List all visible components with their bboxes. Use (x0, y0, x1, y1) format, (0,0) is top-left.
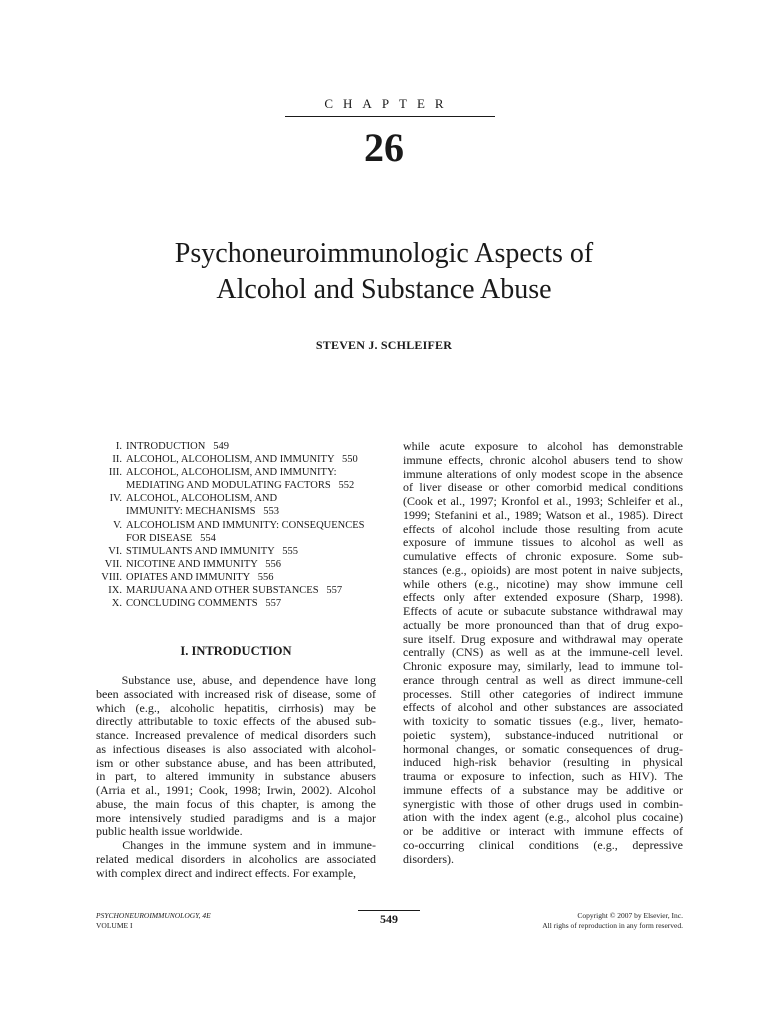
toc-number: IX. (108, 585, 122, 597)
chapter-rule (285, 116, 495, 117)
text-line: abuse, the main focus of this chapter, is among the (96, 796, 376, 811)
toc-item (84, 519, 384, 545)
text-line: processes. Still other categories of indirect immune (403, 686, 683, 701)
text-line: disorders). (403, 851, 454, 866)
toc-item (84, 492, 384, 518)
author-name: STEVEN J. SCHLEIFER (315, 338, 453, 352)
toc-text-line: INTRODUCTION 549 (126, 441, 229, 452)
text-line: ism or other substance abuse, and has been attributed, (96, 755, 376, 770)
text-line: which (e.g., alcoholic hepatitis, cirrhosis) may be (96, 700, 376, 715)
toc-text (122, 492, 384, 518)
toc-text-line: CONCLUDING COMMENTS 557 (126, 598, 282, 610)
toc-item (84, 453, 384, 466)
text-line: induced high-risk behavior (resulting in physical (403, 755, 683, 770)
rights-line: All righs of reproduction in any form reserved. (542, 920, 683, 930)
text-line: hormonal changes, or somatic consequences of drug- (403, 741, 683, 756)
text-line: more intensively studied paradigms and is a major (96, 810, 376, 825)
text-line: erance through central as well as direct immune-cell (403, 672, 683, 687)
text-line: effects of alcohol include those resulting from acute (403, 521, 683, 536)
toc-text (122, 571, 384, 584)
chapter-title (0, 236, 768, 308)
toc-text-line: IMMUNITY: MECHANISMS 553 (126, 506, 280, 518)
text-line: effects of alcohol and other substances are associated (403, 700, 683, 715)
toc-text-line: ALCOHOL, ALCOHOLISM, AND (126, 493, 278, 505)
toc-number: VII. (104, 558, 122, 570)
text-line: in part, to altered immunity in substance abusers (96, 769, 376, 784)
text-line: synergistic with those of other drugs used in combin- (403, 796, 683, 811)
text-line: exposure of immune tissues to alcohol as well as (403, 535, 683, 550)
text-line: been associated with increased risk of disease, some of (96, 686, 376, 701)
toc-text-line: ALCOHOL, ALCOHOLISM, AND IMMUNITY: (126, 467, 337, 479)
toc-number: VIII. (101, 571, 122, 583)
toc-text-line: OPIATES AND IMMUNITY 556 (126, 571, 274, 583)
toc-text (122, 597, 384, 610)
chapter-number: 26 (364, 125, 404, 170)
text-line: co-occurring clinical conditions (e.g., depressive (403, 837, 683, 852)
text-line: sure itself. Drug exposure and withdrawal may operate (403, 631, 683, 646)
text-line: stances (e.g., opioids) are most potent in naive subjects, (403, 562, 683, 577)
footer-book-info (96, 911, 211, 930)
toc-number: II. (112, 454, 122, 466)
text-line: Changes in the immune system and in immune- (96, 838, 376, 852)
text-line: (Arria et al., 1991; Cook, 1998; Irwin, 2002). Alcohol (96, 783, 376, 797)
toc-item (84, 584, 384, 597)
text-line: immune effects of a substance may be additive or (403, 782, 683, 797)
body-paragraph (96, 839, 376, 880)
footer-book-title: PSYCHONEUROIMMUNOLOGY, 4E (96, 911, 211, 920)
text-line: ation with the index agent (e.g., alcohol plus cocaine) (403, 810, 683, 825)
toc-item (84, 545, 384, 558)
toc-text-line: MEDIATING AND MODULATING FACTORS 552 (126, 480, 355, 492)
toc-number: I. (115, 441, 122, 452)
left-text-column (96, 674, 376, 880)
text-line: actually be more pronounced than that of drug expo- (403, 617, 683, 632)
text-line: (Cook et al., 1997; Kronfol et al., 1993; Schleifer et al., (403, 494, 683, 508)
page-number: 549 (380, 912, 398, 926)
text-line: stance. Increased prevalence of medical disorders such (96, 728, 376, 742)
toc-text (122, 558, 384, 571)
text-line: public health issue worldwide. (96, 824, 243, 839)
table-of-contents (84, 440, 384, 610)
toc-text-line: MARIJUANA AND OTHER SUBSTANCES 557 (126, 585, 343, 597)
text-line: immune effects, chronic alcohol abusers tend to show (403, 452, 683, 467)
toc-item (84, 571, 384, 584)
text-line: Chronic exposure may, similarly, lead to immune tol- (403, 659, 683, 673)
toc-text-line: STIMULANTS AND IMMUNITY 555 (126, 545, 298, 557)
toc-item (84, 597, 384, 610)
text-line: as infectious diseases is also associated with alcohol- (96, 741, 376, 756)
text-line: while acute exposure to alcohol has demonstrable (403, 439, 683, 453)
toc-number: X. (111, 598, 122, 610)
text-line: trauma or exposure to infection, such as HIV). The (403, 769, 683, 783)
right-text-column (403, 440, 683, 866)
text-line: with complex direct and indirect effects. For example, (96, 865, 357, 880)
footer-rule (358, 910, 420, 911)
toc-text-line: ALCOHOL, ALCOHOLISM, AND IMMUNITY 550 (126, 454, 358, 466)
toc-text-line: NICOTINE AND IMMUNITY 556 (126, 558, 282, 570)
section-heading: I. INTRODUCTION (180, 644, 292, 658)
footer-copyright (470, 911, 683, 930)
text-line: 1999; Stefanini et al., 1989; Watson et al., 1985). Direct (403, 507, 683, 522)
chapter-title-line: Psychoneuroimmunologic Aspects of (174, 238, 594, 269)
toc-text (122, 453, 384, 466)
body-paragraph (403, 440, 683, 866)
footer-volume: VOLUME I (96, 920, 133, 930)
toc-number: V. (113, 519, 122, 531)
toc-number: IV. (109, 493, 122, 505)
body-paragraph (96, 674, 376, 839)
text-line: centrally (CNS) as well as at the immune-cell level. (403, 645, 683, 660)
toc-text-line: ALCOHOLISM AND IMMUNITY: CONSEQUENCES (126, 519, 365, 531)
toc-item (84, 558, 384, 571)
text-line: poietic system), substance-induced nutritional or (403, 727, 683, 742)
text-line: or be additive or interact with immune effects of (403, 824, 683, 838)
toc-text (122, 545, 384, 558)
toc-item (84, 466, 384, 492)
toc-item (84, 440, 384, 453)
copyright-line: Copyright © 2007 by Elsevier, Inc. (577, 911, 683, 920)
text-line: related medical disorders in alcoholics are associated (96, 851, 376, 866)
toc-number: III. (108, 467, 122, 479)
text-line: cumulative effects of chronic exposure. Some sub- (403, 549, 683, 563)
text-line: Substance use, abuse, and dependence have long (96, 673, 376, 687)
chapter-title-line: Alcohol and Substance Abuse (216, 274, 552, 305)
toc-text (122, 440, 384, 453)
toc-text (122, 466, 384, 492)
toc-number: VI. (108, 545, 122, 557)
toc-text (122, 584, 384, 597)
chapter-label: CHAPTER (324, 96, 454, 111)
text-line: Effects of acute or subacute substance withdrawal may (403, 604, 683, 618)
text-line: immune alterations of only modest scope in the absence (403, 466, 683, 481)
text-line: while others (e.g., nicotine) may show immune cell (403, 576, 683, 591)
text-line: of liver disease or other comorbid medical conditions (403, 480, 683, 495)
text-line: with toxicity to somatic tissues (e.g., liver, hemato- (403, 714, 683, 728)
toc-text (122, 519, 384, 545)
text-line: effects only after extended exposure (Sharp, 1998). (403, 590, 683, 605)
text-line: directly attributable to toxic effects of the abused sub- (96, 714, 376, 729)
toc-text-line: FOR DISEASE 554 (126, 532, 216, 544)
